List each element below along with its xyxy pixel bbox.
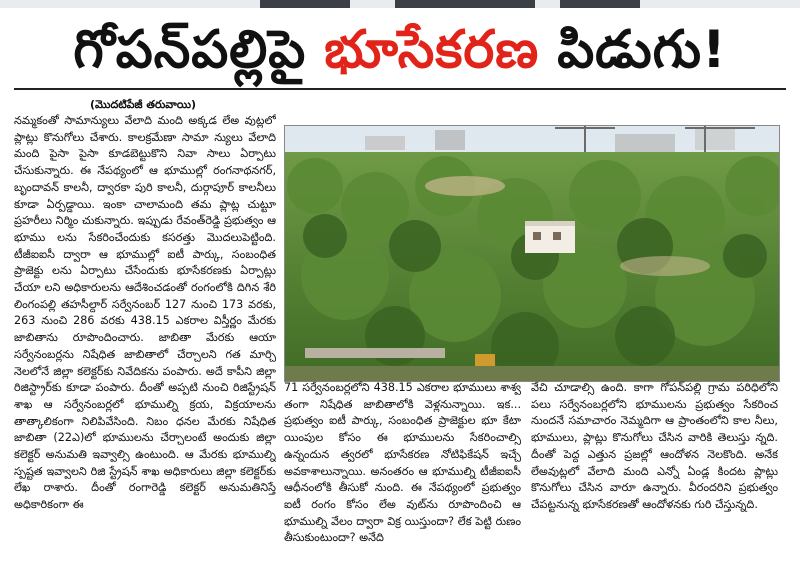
article-photo	[284, 125, 780, 382]
article-text-left: నమ్మకంతో సామాన్యులు వేలాది మంది అక్కడ లేఅ వుట్లలో ప్లాట్లు కొనుగోలు చేశారు. కాలక్రమేణా సామా న్యులు వేలాది మంది పైసా పైసా కూడబెట్టుకొని నివా సాలు ఏర్పాటు చేసుకున్నారు. ఈ నేపథ్యంలో ఆ భూముల్లో రంగనాథనగర్, బృందావన్ కాలనీ, ద్వారకా పురి కాలనీ, దుర్గాపూర్ కాలనీలు కూడా ఏర్పడ్డాయి. ఇంకా చాలామంది తమ ప్లాట్ల చుట్టూ ప్రహరీలు నిర్మిం చుకున్నారు. ఇప్పుడు రేవంత్‌రెడ్డి ప్రభుత్వం ఆ భూము లను సేకరించేందుకు కసరత్తు మొదలుపెట్టింది. టీజీఐఐసీ ద్వారా ఆ భూముల్లో ఐటీ పార్కు, సంబంధిత ప్రాజెక్టు లను ఏర్పాటు చేసేందుకు భూసేకరణకు ఏర్పాట్లు చేయా లని అధికారులను ఆదేశించడంతో రంగంలోకి దిగిన శేరి లింగంపల్లి తహసీల్దార్ సర్వేనంబర్ 127 నుంచి 173 వరకు, 263 నుంచి 286 వరకు 438.15 ఎకరాల విస్తీర్ణం మేరకు జాబితాను రూపొందించారు. జాబితా మేరకు ఆయా సర్వేనంబర్లను నిషేధిత జాబితాలో చేర్చాలని గత మార్చి నెలలోనే జిల్లా కలెక్టర్‌కు నివేదికను పంపారు. అదే కాపీని జిల్లా రిజిస్ట్రార్‌కు కూడా పంపారు. దీంతో అప్పటి నుంచి రిజిస్ట్రేషన్ శాఖ ఆ సర్వేనంబర్లలో భూముల్ని క్రయ, విక్రయాలను తాత్కాలికంగా నిలిపివేసింది. నిబం ధనల మేరకు నిషేధిత జాబితా (22ఎ)లో భూములను చేర్చాలంటే అందుకు జిల్లా కలెక్టర్ అనుమతి ఇవ్వాల్సి ఉంటుంది. ఆ మేరకు భూముల్ని స్పష్టత ఇవ్వాలని రిజి స్ట్రేషన్ శాఖ అధికారులు జిల్లా కలెక్టర్‌కు లేఖ రాశారు. దీంతో రంగారెడ్డి కలెక్టర్ అనుమతినిస్తే అధికారికంగా ఈ	[14, 114, 276, 512]
toolbar-tab[interactable]	[395, 0, 535, 8]
headline-part-2: భూసేకరణ	[324, 20, 540, 80]
headline-part-3: పిడుగు!	[557, 20, 727, 80]
photo-landscape-graphic	[285, 126, 779, 381]
article-text-right: వేచి చూడాల్సి ఉంది. కాగా గోపన్‌పల్లి గ్రామ పరిధిలోని పలు సర్వేనంబర్లలోని భూములను ప్రభుత్వం సేకరించ నుందనే సమాచారం నెమ్మదిగా ఆ ప్రాంతంలోని కాల నీలు, భూములు, ప్లాట్లు కొనుగోలు చేసిన వారికి తెలుస్తు న్నది. దీంతో పెద్ద ఎత్తున ప్రజల్లో ఆందోళన నెలకొంది. అనేక లేఅవుట్లలో వేలాది మంది ఎన్నో ఏండ్ల కిందట ప్లాట్లు కొనుగోలు చేసిన వారూ ఉన్నారు. వీరందరిని ప్రభుత్వం చేపట్టనున్న భూసేకరణతో ఆందోళనకు గురి చేస్తున్నది.	[531, 381, 778, 511]
article-column-right	[531, 380, 778, 552]
article-column-left	[14, 113, 276, 551]
headline-part-1: గోపన్‌పల్లిపై	[73, 20, 307, 80]
article-column-middle	[284, 380, 521, 552]
headline	[14, 14, 786, 86]
article-text-middle: 71 సర్వేనంబర్లలోని 438.15 ఎకరాల భూములు శాశ్వ తంగా నిషేధిత జాబితాలోకి వెళ్లనున్నాయి. ఇక... ప్రభుత్వం ఐటీ పార్కు, సంబంధిత ప్రాజెక్టుల భూ కేటా యింపుల కోసం ఈ భూములను సేకరించాల్సి ఉన్నందున త్వరలో భూసేకరణ నోటిఫికేషన్ ఇచ్చే అవకాశాలున్నాయి. అనంతరం ఆ భూముల్ని టీజీఐఐసీ ఆధీనంలోకి తీసుకో నుంది. ఈ నేపథ్యంలో ప్రభుత్వం ఐటీ రంగం కోసం లేఅ వుట్‌ను రూపొందించి ఆ భూముల్ని వేలం ద్వారా విక్ర యిస్తుందా? లేక పెట్టి రుణం తీసుకుంటుందా? అనేది	[284, 381, 521, 545]
headline-rule	[14, 88, 786, 90]
toolbar-tab[interactable]	[260, 0, 350, 8]
top-toolbar-strip	[0, 0, 800, 8]
byline: (మొదటిపేజీ తరువాయి)	[90, 98, 197, 111]
toolbar-tab[interactable]	[560, 0, 640, 8]
